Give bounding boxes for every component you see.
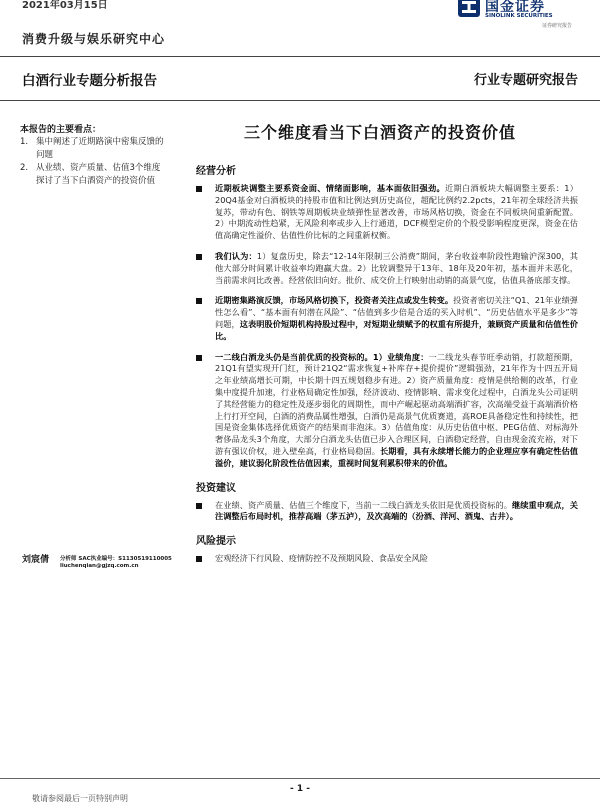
- summary-item-text: 从业绩、资产质量、估值3个维度探讨了当下白酒资产的投资价值: [36, 163, 161, 186]
- bullet-body: 投资者密切关注“Q1、21年业绩弹性怎么看”、“基本面有何潜在风险”、“估值到多少倍是合适的买入时机”、“历史估值水平是多少”等问题，: [215, 295, 578, 329]
- bullet-tail: 长期看，具有永续增长能力的企业理应享有确定性估值溢价，建议弱化阶段性估值因素，重视时间复利累积带来的价值。: [215, 445, 578, 468]
- bullet-tail: 这表明股价短期机构持股过程中，对短期业绩赋予的权重有所提升，兼顾资产质量和估值性价比。: [215, 318, 578, 341]
- square-bullet-icon: [196, 355, 202, 361]
- summary-list: [20, 136, 165, 188]
- bullet-tail: 继续重申观点，关注调整后布局时机，推荐高端（茅五泸），及次高端的（汾酒、洋河、酒鬼、古井）。: [215, 499, 578, 522]
- section-heading-recommendation: 投资建议: [196, 482, 236, 494]
- bullet-body: 宏观经济下行风险、疫情防控不及预期风险、食品安全风险: [215, 553, 428, 564]
- page-title: 三个维度看当下白酒资产的投资价值: [243, 123, 516, 142]
- logo-name: 国金证券: [485, 0, 545, 15]
- analysis-bullet: [196, 183, 578, 242]
- page-number: - 1 -: [290, 784, 310, 794]
- title-divider: [0, 100, 600, 101]
- square-bullet-icon: [196, 556, 202, 562]
- section-heading-analysis: 经营分析: [196, 166, 236, 177]
- risk-bullet: [196, 553, 578, 565]
- logo-subtitle: 证券研究报告: [542, 23, 573, 29]
- report-type: 白酒行业专题分析报告: [22, 73, 157, 89]
- square-bullet-icon: [196, 254, 202, 260]
- logo-english: SINOLINK SECURITIES: [485, 13, 553, 19]
- disclaimer-note: 敬请参阅最后一页特别声明: [32, 794, 128, 803]
- analyst-name: 刘宸倩: [22, 555, 50, 565]
- bullet-lead: 我们认为：: [215, 250, 257, 261]
- analyst-role: 分析师 SAC执业编号：S1130519110005: [60, 556, 172, 562]
- summary-item: [20, 136, 165, 161]
- summary-title: 本报告的主要看点：: [20, 125, 102, 135]
- bullet-body: 1）复盘历史，除去“12-14年限制三公消费”期间，茅台收益率阶段性跑输沪深300，其他大部分时间累计收益率均跑赢大盘。2）比较调整异于13年、18年及20年初，基本面并未恶化，当前需求问比改善。经营依旧向好。批价、成交价上行映射出动销的高景气度，估值具备底部支撑。: [215, 250, 578, 285]
- bullet-body: 在业绩、资产质量、估值三个维度下，当前一二线白酒龙头依旧是优质投资标的。: [215, 499, 513, 510]
- report-category: 行业专题研究报告: [473, 73, 578, 88]
- bullet-body: 一二线龙头春节旺季动销，打款超预期，21Q1有望实现开门红，预计21Q2“需求恢复+补库存+提价提价”逻辑强劲，21年作为十四五开局之年业绩高增长可期，中长期十四五规划稳步有进。2）资产质量角度：疫情是供给侧的改革，行业集中度提升加速，行业格局确定性加强，经济波动、疫情影响、需求变化过程中，白酒龙头公司证明了其经营能力的稳定性及逐步弱化的周期性，而中产崛起驱动高端酒扩容，次高端受益于高端酒价格上行打开空间，白酒的消费品属性增强，白酒仍是高景气优质赛道，高ROE具备稳定性和持续性，把国是资金集体选择优质资产的结果而非泡沫。3）估值角度：从历史估值中枢、PEG估值、对标海外奢侈品龙头3个角度，大部分白酒龙头估值已步入合理区间，白酒稳定经营，自由现金流充裕，对下游有强议价权，进入壁垒高，行业格局稳固。: [215, 351, 578, 456]
- analysis-bullet: [196, 352, 578, 470]
- recommendation-bullet: [196, 500, 578, 524]
- sinolink-logo-icon: [458, 0, 480, 17]
- bullet-lead: 近期板块调整主要系资金面、情绪面影响，基本面依旧强劲。: [215, 183, 445, 193]
- report-date: 2021年03月15日: [22, 0, 108, 11]
- bullet-body: 近期白酒板块大幅调整主要系：1）20Q4基金对白酒板块的持股市值和比例达到历史高位，超配比例约2.2pcts，21年初全球经济共振复苏，带动有色、钢铁等周期板块业绩弹性显著改善，市场风格切换，资金在不同板块间重新配置。2）中期流动性趋紧，无风险利率或步入上行通道，DCF模型定价的个股受影响程度更深，资金在估值高确定性溢价、估值性价比标的之间重新权衡。: [215, 183, 578, 241]
- analyst-email[interactable]: liuchenqian@gjzq.com.cn: [60, 563, 139, 569]
- square-bullet-icon: [196, 298, 202, 304]
- square-bullet-icon: [196, 186, 202, 192]
- bullet-lead: 近期密集路演反馈，市场风格切换下，投资者关注点或发生转变。: [215, 295, 454, 306]
- summary-item-text: 集中阐述了近期路演中密集反馈的问题: [36, 137, 164, 160]
- analysis-bullet: [196, 295, 578, 342]
- analysis-bullet: [196, 251, 578, 286]
- header-divider: [0, 56, 600, 57]
- research-center-name: 消费升级与娱乐研究中心: [22, 32, 166, 46]
- bullet-lead: 一二线白酒龙头仍是当前优质的投资标的。1）业绩角度：: [215, 351, 429, 362]
- square-bullet-icon: [196, 503, 202, 509]
- summary-item-number: 1.: [20, 137, 29, 147]
- summary-item: [20, 162, 165, 187]
- section-heading-risk: 风险提示: [196, 536, 236, 548]
- footer-divider: [0, 778, 600, 779]
- summary-item-number: 2.: [20, 163, 29, 173]
- main-content: [196, 162, 578, 574]
- sinolink-logo: [458, 0, 588, 37]
